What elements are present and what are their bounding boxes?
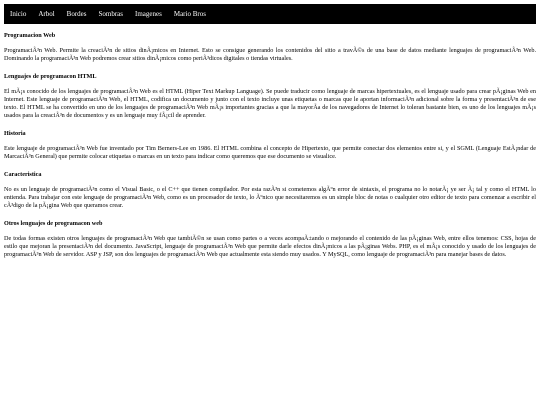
section-caracteristica: [4, 171, 536, 210]
section-paragraph: De todas formas existen otros lenguajes de programaciÃ³n Web que tambiÃ©n se usan como partes o a veces acompaÃ±ando o mejorando el contenido de las pÃ¡ginas Web, entre ellos tenemos: CSS, hojas de estilo que mejoran la presentaciÃ³n del documento. JavaScript, lenguaje de programaciÃ³n Web que permite darle efectos dinÃ¡micos a las pÃ¡ginas Webs. PHP, es el mÃ¡s conocido y usado de los lenguajes de programaciÃ³n Web de servidor. ASP y JSP, son dos lenguajes de programaciÃ³n Web que actualmente esta siendo muy usados. Y MySQL, como lenguaje de programaciÃ³n para manejar bases de datos.: [4, 235, 536, 258]
section-otros-lenguajes: [4, 220, 536, 259]
section-title: Caracteristica: [4, 171, 42, 178]
section-paragraph: Este lenguaje de programaciÃ³n Web fue inventado por Tim Berners-Lee en 1986. El HTML combina el concepto de Hipertexto, que permite conectar dos elementos entre si, y el SGML (Lenguaje EstÃ¡ndar de MarcaciÃ³n General) que permite colocar etiquetas o marcas en un texto para indicar como queremos que ese documento se visualice.: [4, 145, 536, 160]
section-paragraph: ProgramaciÃ³n Web. Permite la creaciÃ³n de sitios dinÃ¡micos en Internet. Esto se consigue generando los contenidos del sitio a travÃ©s de una base de datos mediante lenguajes de programaciÃ³n Web. Dominando la programaciÃ³n Web podremos crear sitios dinÃ¡micos como periÃ³dicos digitales o tiendas virtuales.: [4, 47, 536, 62]
nav-link-inicio[interactable]: Inicio: [10, 10, 27, 18]
nav-link-sombras[interactable]: Sombras: [98, 10, 124, 18]
section-historia: [4, 130, 536, 161]
section-lenguajes-html: [4, 73, 536, 120]
nav-link-arbol[interactable]: Arbol: [38, 10, 55, 18]
nav-link-imagenes[interactable]: Imagenes: [135, 10, 162, 18]
top-navbar: [4, 4, 536, 24]
main-content: [4, 26, 536, 269]
nav-link-bordes[interactable]: Bordes: [66, 10, 87, 18]
section-programacion-web: [4, 32, 536, 63]
section-title: Otros lenguajes de programacon web: [4, 220, 103, 227]
nav-link-mario-bros[interactable]: Mario Bros: [173, 10, 206, 18]
section-paragraph: El mÃ¡s conocido de los lenguajes de programaciÃ³n Web es el HTML (Hiper Text Markup Language). Se puede traducir como lenguaje de marcas hipertextuales, es el lenguaje usado para crear pÃ¡ginas Web en Internet. Este lenguaje de programaciÃ³n Web, el HTML, codifica un documento y junto con el texto incluye unas etiquetas o marcas que le aportan informaciÃ³n adicional sobre la forma y presentaciÃ³n de ese texto. El HTML se ha convertido en uno de los lenguajes de programaciÃ³n Web mÃ¡s importantes gracias a que la mayorÃa de los navegadores de Internet lo toleran bastante bien, es uno de los lenguajes mÃ¡s usados para la creaciÃ³n de documentos y es un lenguaje muy fÃ¡cil de aprender.: [4, 88, 536, 119]
section-title: Programacion Web: [4, 32, 56, 39]
section-paragraph: No es un lenguaje de programaciÃ³n como el Visual Basic, o el C++ que tienen compilador. Por esta razÃ³n si cometemos algÃºn error de sintaxis, el programa no lo notarÃ¡ ye ser Ã¡ tal y como el HTML lo entienda. Para trabajar con este lenguaje de programaciÃ³n Web, como es un procesador de texto, lo Ãºnico que necesitaremos es un simple bloc de notas o cualquier otro editor de texto para comenzar a escribir el cÃ³digo de la pÃ¡gina Web que queramos crear.: [4, 186, 536, 209]
section-title: Lenguajes de programacon HTML: [4, 73, 97, 80]
section-title: Historia: [4, 130, 26, 137]
